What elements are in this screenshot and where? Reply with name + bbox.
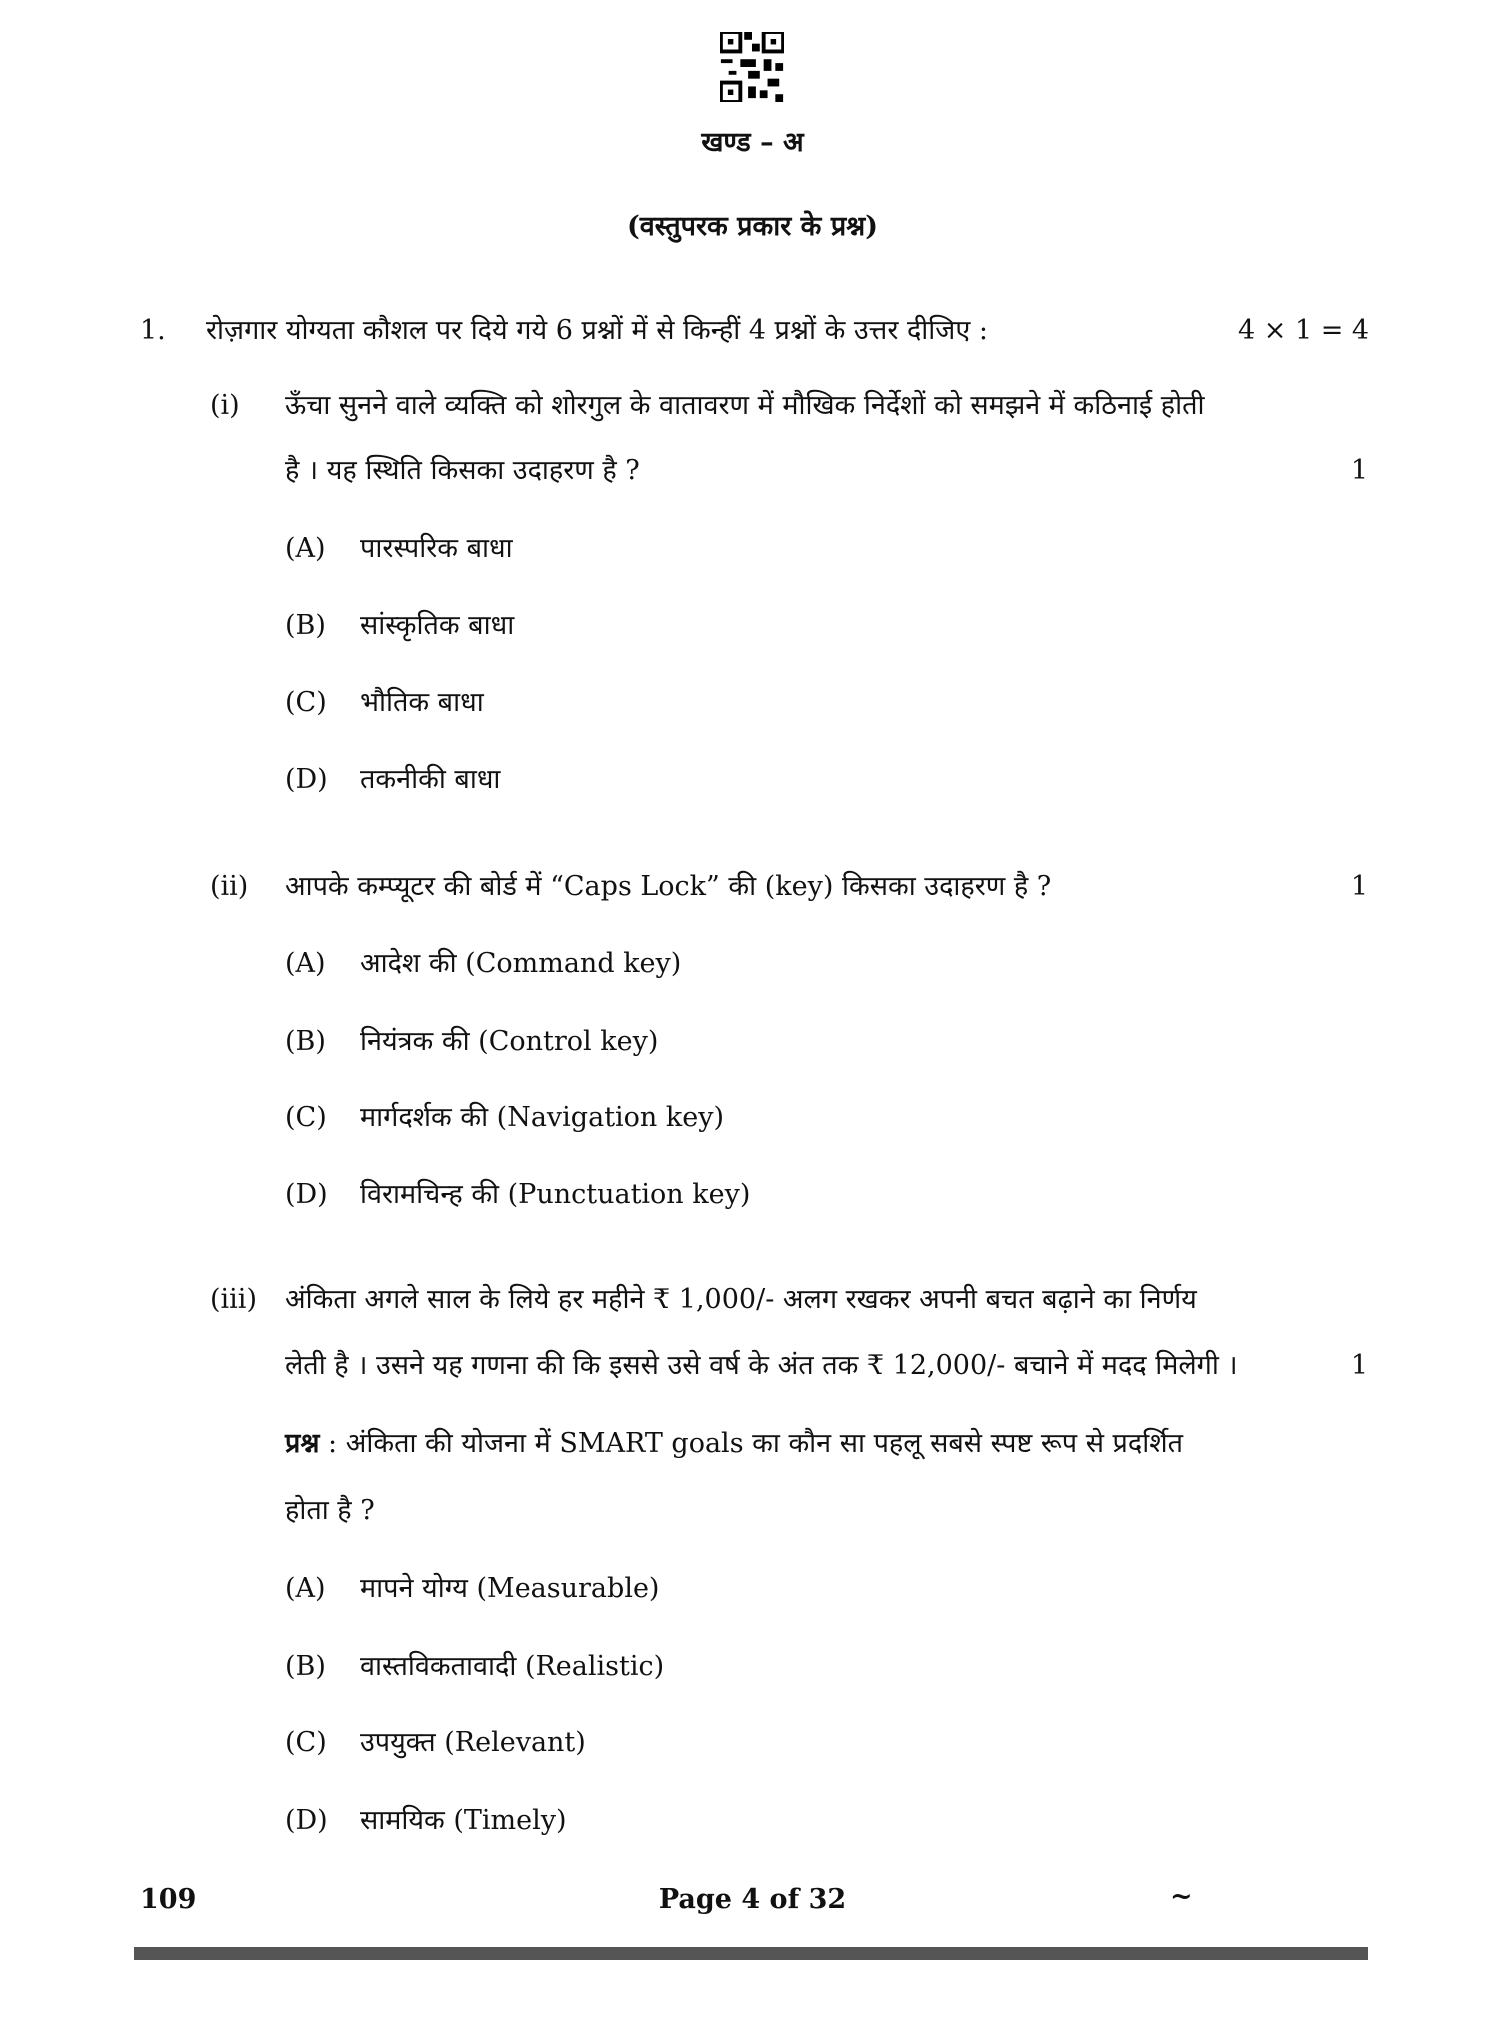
option-label: (A) — [285, 948, 326, 979]
option-label: (C) — [285, 1727, 327, 1758]
option-text: तकनीकी बाधा — [360, 764, 501, 795]
option-label: (D) — [285, 764, 328, 795]
sub-question-marks: 1 — [1350, 1350, 1368, 1381]
option-label: (A) — [285, 533, 326, 564]
sub-question-text: अंकिता अगले साल के लिये हर महीने ₹ 1,000/- अलग रखकर अपनी बचत बढ़ाने का निर्णय — [285, 1284, 1197, 1315]
option-label: (B) — [285, 1651, 326, 1682]
option-label: (D) — [285, 1805, 328, 1836]
qr-code-icon — [720, 32, 784, 102]
sub-question-label: (i) — [210, 390, 240, 421]
prompt-text: : अंकिता की योजना में SMART goals का कौन सा पहलू सबसे स्पष्ट रूप से प्रदर्शित — [328, 1428, 1183, 1459]
section-subtitle: (वस्तुपरक प्रकार के प्रश्न) — [626, 211, 879, 242]
option-text: पारस्परिक बाधा — [360, 533, 513, 564]
option-label: (C) — [285, 1102, 327, 1133]
sub-question-marks: 1 — [1350, 455, 1368, 486]
option-text: उपयुक्त (Relevant) — [360, 1727, 586, 1758]
prompt-text: होता है ? — [285, 1495, 375, 1526]
option-text: मापने योग्य (Measurable) — [360, 1573, 660, 1604]
sub-question-marks: 1 — [1350, 871, 1368, 902]
option-text: भौतिक बाधा — [360, 687, 484, 718]
question-marks: 4 × 1 = 4 — [1238, 315, 1370, 346]
option-text: सांस्कृतिक बाधा — [360, 610, 515, 641]
footer-rule — [134, 1947, 1368, 1960]
option-text: वास्तविकतावादी (Realistic) — [360, 1651, 665, 1682]
prompt-label: प्रश्न — [285, 1428, 320, 1459]
paper-code: 109 — [140, 1884, 197, 1915]
sub-question-text: है । यह स्थिति किसका उदाहरण है ? — [285, 455, 640, 486]
question-number: 1. — [140, 315, 166, 346]
sub-question-label: (iii) — [210, 1284, 257, 1315]
option-label: (B) — [285, 610, 326, 641]
page-number: Page 4 of 32 — [658, 1884, 847, 1915]
option-label: (C) — [285, 687, 327, 718]
option-text: नियंत्रक की (Control key) — [360, 1026, 659, 1057]
option-text: विरामचिन्ह की (Punctuation key) — [360, 1179, 751, 1210]
sub-question-label: (ii) — [210, 871, 249, 902]
section-title: खण्ड – अ — [701, 127, 804, 158]
sub-question-text: आपके कम्प्यूटर की बोर्ड में “Caps Lock” की (key) किसका उदाहरण है ? — [285, 871, 1052, 902]
option-text: मार्गदर्शक की (Navigation key) — [360, 1102, 725, 1133]
footer-mark: ~ — [1170, 1881, 1193, 1912]
sub-question-text: लेती है । उसने यह गणना की कि इससे उसे वर्ष के अंत तक ₹ 12,000/- बचाने में मदद मिलेगी । — [285, 1350, 1238, 1381]
question-instruction: रोज़गार योग्यता कौशल पर दिये गये 6 प्रश्नों में से किन्हीं 4 प्रश्नों के उत्तर दीजिए : — [206, 315, 988, 346]
option-text: सामयिक (Timely) — [360, 1805, 567, 1836]
prompt-line — [285, 1427, 1183, 1461]
option-label: (D) — [285, 1179, 328, 1210]
sub-question-text: ऊँचा सुनने वाले व्यक्ति को शोरगुल के वातावरण में मौखिक निर्देशों को समझने में कठिनाई होती — [285, 390, 1205, 421]
option-text: आदेश की (Command key) — [360, 948, 682, 979]
option-label: (B) — [285, 1026, 326, 1057]
option-label: (A) — [285, 1573, 326, 1604]
